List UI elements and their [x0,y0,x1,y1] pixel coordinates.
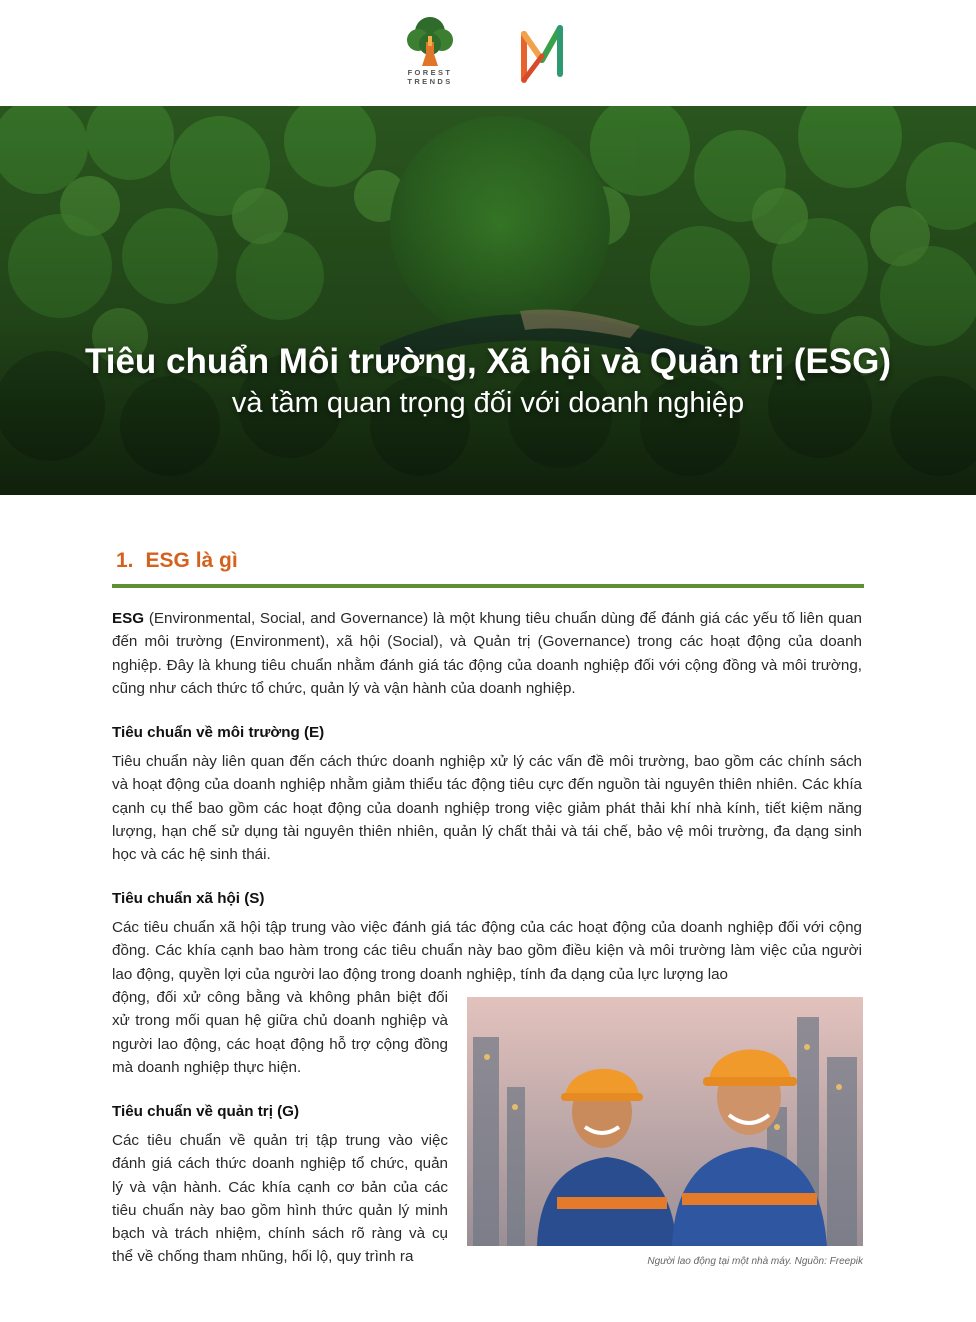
forest-trends-logo-line-2: TRENDS [407,77,453,86]
governance-paragraph: Các tiêu chuẩn về quản trị tập trung vào việc đánh giá cách thức doanh nghiệp tổ chức, quản lý và vận hành. Các khía cạnh cơ bản của các tiêu chuẩn này bao gồm hình thức quản lý minh bạch và trách nhiệm, chính sách rõ ràng và cụ thể về chống tham nhũng, hối lộ, quy trình ra [112,1132,448,1266]
environment-paragraph: Tiêu chuẩn này liên quan đến cách thức doanh nghiệp xử lý các vấn đề môi trường, bao gồm các chính sách và hoạt động của doanh nghiệp nhằm giảm thiểu tác động tiêu cực đến nguồn tài nguyên thiên nhiên. Các khía cạnh cụ thể bao gồm các hoạt động của doanh nghiệp trong việc giảm phát thải khí nhà kính, tiết kiệm năng lượng, hạn chế sử dụng tài nguyên thiên nhiên, quản lý chất thải và tái chế, bảo vệ môi trường, đa dạng sinh học và các hệ sinh thái. [112,753,862,864]
governance-heading: Tiêu chuẩn về quản trị (G) [112,1103,300,1120]
forest-trends-logo-line-1: FOREST [407,68,453,77]
tree-icon [398,14,462,68]
photo-caption: Người lao động tại một nhà máy. Nguồn: Freepik [647,1256,863,1267]
section-title: ESG là gì [145,549,238,572]
hero-title: Tiêu chuẩn Môi trường, Xã hội và Quản trị (ESG) [84,342,892,381]
intro-term: ESG [112,610,145,627]
social-heading: Tiêu chuẩn xã hội (S) [112,890,265,907]
workers-photo [467,997,863,1246]
intro-text: (Environmental, Social, and Governance) là một khung tiêu chuẩn dùng để đánh giá các yếu tố liên quan đến môi trường (Environment), xã hội (Social), và Quản trị (Governance) trong các hoạt động của doanh nghiệp. Đây là khung tiêu chuẩn nhằm đánh giá tác động của doanh nghiệp đối với cộng đồng và môi trường, cũng như cách thức tổ chức, quản lý và vận hành của doanh nghiệp. [112,610,862,697]
environment-heading: Tiêu chuẩn về môi trường (E) [112,724,325,741]
forest-aerial-image [0,106,976,495]
intro-paragraph [112,607,862,700]
social-paragraph: Các tiêu chuẩn xã hội tập trung vào việc đánh giá tác động của các hoạt động của doanh nghiệp đối với cộng đồng. Các khía cạnh bao hàm trong các tiêu chuẩn này bao gồm điều kiện và môi trường làm việc của người lao động, quyền lợi của người lao động trong doanh nghiệp, tính đa dạng của lực lượng lao [112,919,862,983]
forest-trends-logo-text [398,68,462,86]
partner-m-logo [516,20,568,86]
m-logo-icon [516,20,568,86]
hero-banner [0,106,976,495]
social-paragraph-continued: động, đối xử công bằng và không phân biệt đối xử trong mối quan hệ giữa chủ doanh nghiệp và người lao động, các hoạt động hỗ trợ cộng đồng mà doanh nghiệp thực hiện. [112,989,448,1076]
factory-workers-image [467,997,863,1246]
forest-trends-logo [398,14,462,90]
logo-bar [0,0,976,106]
section-heading [116,546,238,576]
hero-subtitle: và tầm quan trọng đối với doanh nghiệp [231,387,745,419]
section-number: 1. [116,549,134,572]
section-divider [112,584,864,588]
